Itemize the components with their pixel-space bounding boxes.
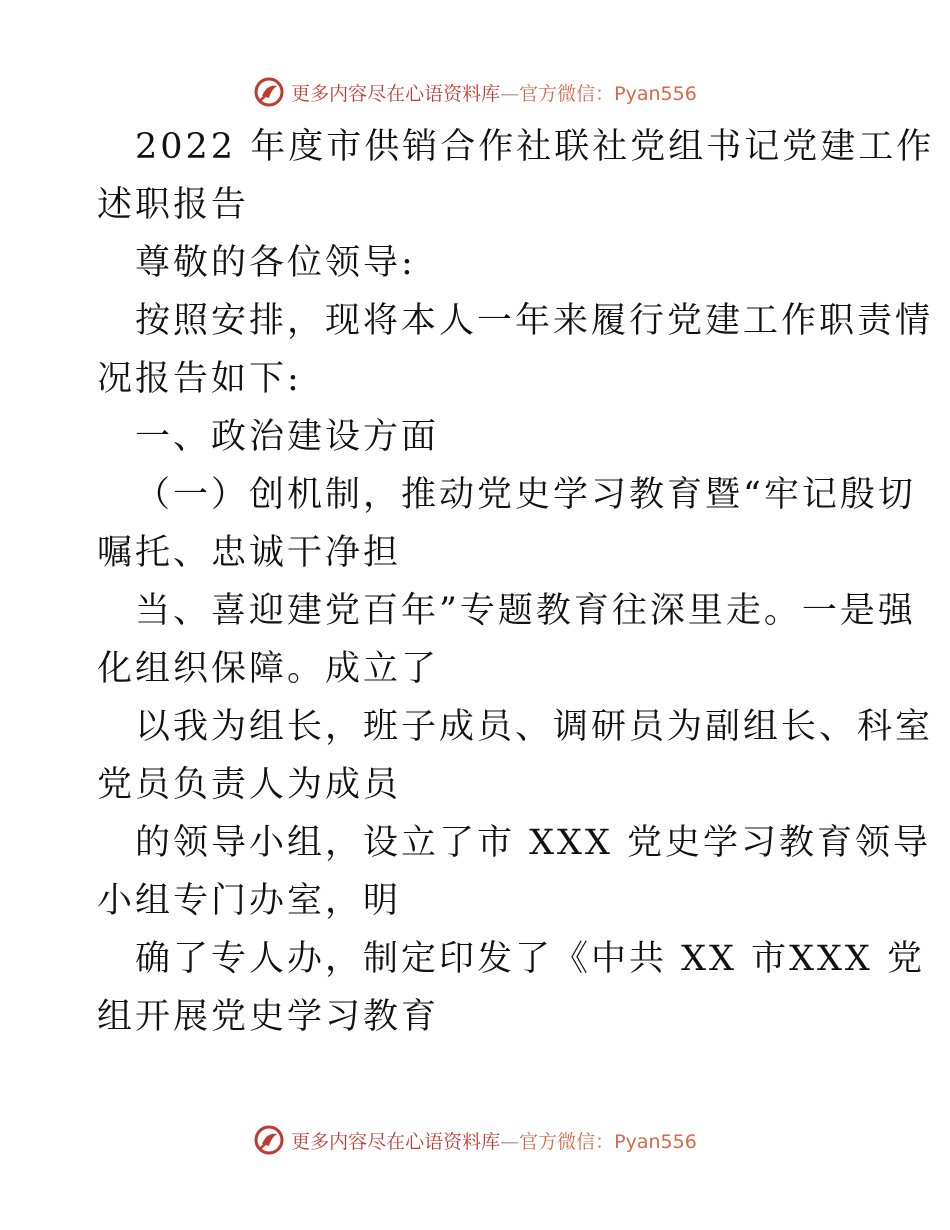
library-logo-icon [253,76,285,108]
header-banner-text [291,79,697,106]
header-banner-inner [253,76,697,108]
paragraph-line: 组开展党史学习教育 [97,997,440,1037]
paragraph-line: 确了专人办，制定印发了《中共 XX 市XXX 党 [135,939,925,979]
paragraph-line: 的领导小组，设立了市 XXX 党史学习教育领导 [135,823,932,863]
paragraph-line: 以我为组长，班子成员、调研员为副组长、科室 [135,707,934,747]
title-line-1: 2022 年度市供销合作社联社党组书记党建工作 [135,127,935,167]
paragraph-line: 按照安排，现将本人一年来履行党建工作职责情 [135,301,934,341]
paragraph-line: 小组专门办室，明 [97,881,402,921]
paragraph-line: 况报告如下: [97,359,302,399]
paragraph-line: 当、喜迎建党百年”专题教育往深里走。一是强 [135,591,916,631]
paragraph-line: 党员负责人为成员 [97,765,402,805]
footer-watermark-banner [0,1120,950,1160]
footer-banner-main: 更多内容尽在心语资料库 [291,1130,501,1153]
footer-banner-text [291,1127,697,1154]
salutation: 尊敬的各位领导: [135,243,416,283]
paragraph-line: 嘱托、忠诚干净担 [97,533,402,573]
header-banner-separator: — [500,82,520,105]
paragraph-line: （一）创机制，推动党史学习教育暨“牢记殷切 [135,475,916,515]
header-banner-main: 更多内容尽在心语资料库 [291,82,501,105]
footer-banner-inner [253,1124,697,1156]
library-logo-icon [253,1124,285,1156]
paragraph-line: 化组织保障。成立了 [97,649,440,689]
header-banner-wechat: 官方微信：Pyan556 [519,82,697,105]
footer-banner-wechat: 官方微信：Pyan556 [519,1130,697,1153]
document-body [97,118,935,1046]
footer-banner-separator: — [500,1130,520,1153]
title-line-2: 述职报告 [97,185,250,225]
section-heading: 一、政治建设方面 [135,417,440,457]
header-watermark-banner [0,72,950,112]
